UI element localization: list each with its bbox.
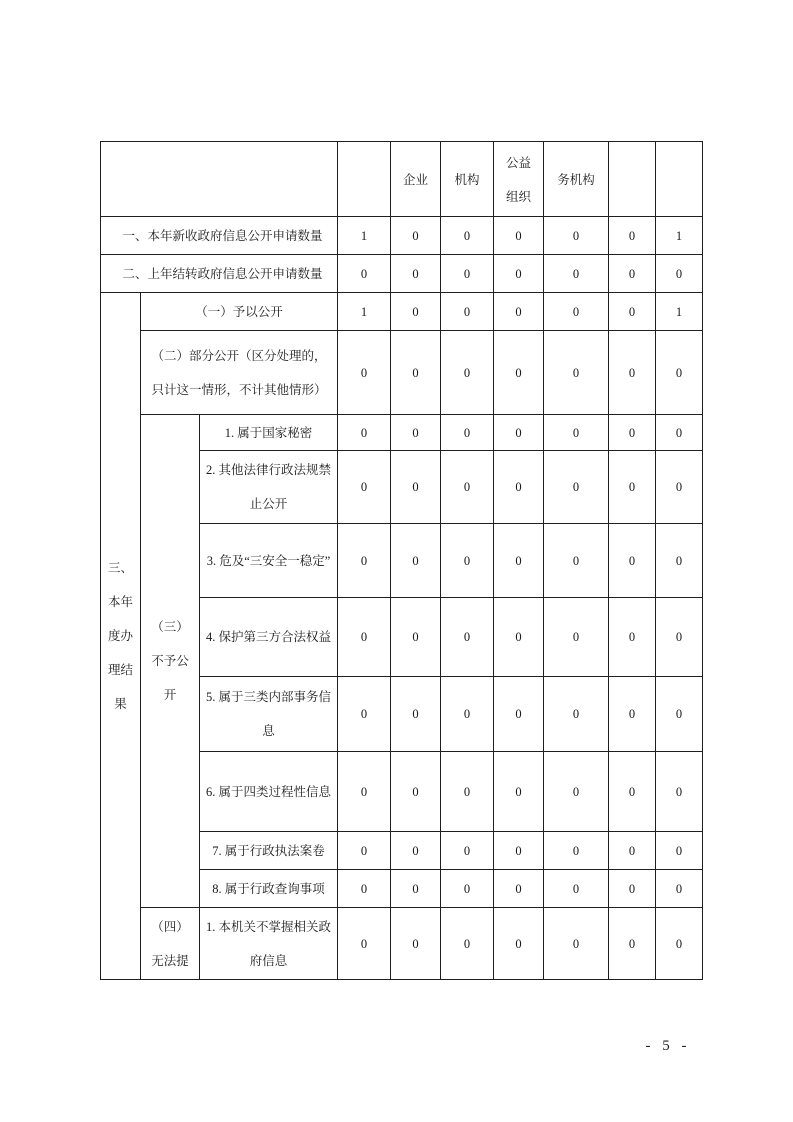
value-cell: 0 (609, 752, 656, 832)
value-cell: 0 (656, 677, 703, 752)
value-cell: 0 (338, 832, 391, 870)
value-cell: 0 (338, 524, 391, 598)
value-cell: 0 (544, 677, 609, 752)
value-cell: 0 (656, 752, 703, 832)
value-cell: 0 (338, 598, 391, 677)
value-cell: 0 (391, 217, 441, 255)
value-cell: 0 (656, 908, 703, 980)
value-cell: 0 (494, 832, 544, 870)
table-row (101, 293, 703, 331)
value-cell: 0 (494, 451, 544, 524)
value-cell: 0 (338, 331, 391, 415)
value-cell: 0 (441, 908, 494, 980)
value-cell: 0 (338, 870, 391, 908)
header-row (101, 142, 703, 217)
value-cell: 0 (544, 598, 609, 677)
column-header (338, 142, 391, 217)
row-label: 8. 属于行政查询事项 (200, 870, 338, 908)
value-cell: 0 (656, 331, 703, 415)
value-cell: 0 (609, 908, 656, 980)
value-cell: 0 (494, 677, 544, 752)
row-label: 5. 属于三类内部事务信息 (200, 677, 338, 752)
row-label: 二、上年结转政府信息公开申请数量 (101, 255, 338, 293)
value-cell: 0 (544, 908, 609, 980)
row-label: 1. 属于国家秘密 (200, 415, 338, 451)
value-cell: 0 (338, 255, 391, 293)
value-cell: 0 (656, 870, 703, 908)
page-number: - 5 - (645, 1038, 691, 1054)
row-label: 1. 本机关不掌握相关政府信息 (200, 908, 338, 980)
value-cell: 0 (544, 832, 609, 870)
value-cell: 0 (391, 752, 441, 832)
value-cell: 0 (391, 524, 441, 598)
value-cell: 0 (609, 451, 656, 524)
row-label: 4. 保护第三方合法权益 (200, 598, 338, 677)
value-cell: 0 (391, 870, 441, 908)
value-cell: 0 (656, 524, 703, 598)
column-header: 公益组织 (494, 142, 544, 217)
value-cell: 0 (494, 870, 544, 908)
value-cell: 0 (609, 832, 656, 870)
value-cell: 0 (494, 524, 544, 598)
value-cell: 0 (494, 598, 544, 677)
column-header: 机构 (441, 142, 494, 217)
value-cell: 0 (441, 832, 494, 870)
value-cell: 0 (544, 870, 609, 908)
value-cell: 0 (656, 598, 703, 677)
value-cell: 0 (391, 331, 441, 415)
value-cell: 0 (544, 217, 609, 255)
value-cell: 0 (494, 217, 544, 255)
header-corner-cell (101, 142, 338, 217)
value-cell: 0 (441, 524, 494, 598)
table-row (101, 415, 703, 451)
value-cell: 0 (391, 832, 441, 870)
value-cell: 0 (391, 293, 441, 331)
value-cell: 0 (441, 677, 494, 752)
subsection4-label: （四）无法提 (141, 908, 200, 980)
row-label: 2. 其他法律行政法规禁止公开 (200, 451, 338, 524)
value-cell: 0 (609, 870, 656, 908)
value-cell: 0 (391, 255, 441, 293)
table-row (101, 255, 703, 293)
value-cell: 0 (391, 598, 441, 677)
column-header (656, 142, 703, 217)
value-cell: 0 (609, 331, 656, 415)
value-cell: 0 (656, 451, 703, 524)
value-cell: 0 (441, 752, 494, 832)
value-cell: 0 (441, 255, 494, 293)
value-cell: 0 (338, 752, 391, 832)
value-cell: 0 (609, 255, 656, 293)
value-cell: 0 (441, 598, 494, 677)
value-cell: 0 (441, 217, 494, 255)
value-cell: 0 (391, 415, 441, 451)
value-cell: 0 (656, 832, 703, 870)
value-cell: 0 (609, 677, 656, 752)
row-label: 一、本年新收政府信息公开申请数量 (101, 217, 338, 255)
value-cell: 0 (656, 255, 703, 293)
value-cell: 0 (441, 293, 494, 331)
value-cell: 0 (441, 415, 494, 451)
value-cell: 0 (338, 908, 391, 980)
disclosure-table (100, 141, 703, 980)
value-cell: 0 (441, 331, 494, 415)
value-cell: 1 (338, 293, 391, 331)
value-cell: 1 (656, 217, 703, 255)
value-cell: 0 (544, 255, 609, 293)
table-row (101, 908, 703, 980)
value-cell: 0 (544, 331, 609, 415)
value-cell: 0 (494, 293, 544, 331)
column-header: 企业 (391, 142, 441, 217)
value-cell: 1 (656, 293, 703, 331)
value-cell: 0 (609, 217, 656, 255)
value-cell: 1 (338, 217, 391, 255)
value-cell: 0 (338, 415, 391, 451)
value-cell: 0 (441, 451, 494, 524)
value-cell: 0 (544, 752, 609, 832)
table-row (101, 331, 703, 415)
value-cell: 0 (544, 293, 609, 331)
value-cell: 0 (494, 752, 544, 832)
value-cell: 0 (441, 870, 494, 908)
value-cell: 0 (544, 524, 609, 598)
section3-label: 三、本年度办理结果 (101, 293, 141, 980)
value-cell: 0 (494, 331, 544, 415)
row-label: 3. 危及“三安全一稳定” (200, 524, 338, 598)
value-cell: 0 (494, 255, 544, 293)
value-cell: 0 (338, 451, 391, 524)
row-label: 7. 属于行政执法案卷 (200, 832, 338, 870)
row-label: 6. 属于四类过程性信息 (200, 752, 338, 832)
value-cell: 0 (338, 677, 391, 752)
value-cell: 0 (609, 293, 656, 331)
table-row (101, 217, 703, 255)
value-cell: 0 (656, 415, 703, 451)
value-cell: 0 (609, 415, 656, 451)
value-cell: 0 (544, 451, 609, 524)
value-cell: 0 (609, 598, 656, 677)
column-header: 务机构 (544, 142, 609, 217)
value-cell: 0 (544, 415, 609, 451)
value-cell: 0 (391, 451, 441, 524)
value-cell: 0 (391, 908, 441, 980)
row-label: （二）部分公开（区分处理的，只计这一情形，不计其他情形） (141, 331, 338, 415)
subsection3-label: （三）不予公开 (141, 415, 200, 908)
value-cell: 0 (391, 677, 441, 752)
value-cell: 0 (609, 524, 656, 598)
row-label: （一）予以公开 (141, 293, 338, 331)
column-header (609, 142, 656, 217)
value-cell: 0 (494, 908, 544, 980)
value-cell: 0 (494, 415, 544, 451)
